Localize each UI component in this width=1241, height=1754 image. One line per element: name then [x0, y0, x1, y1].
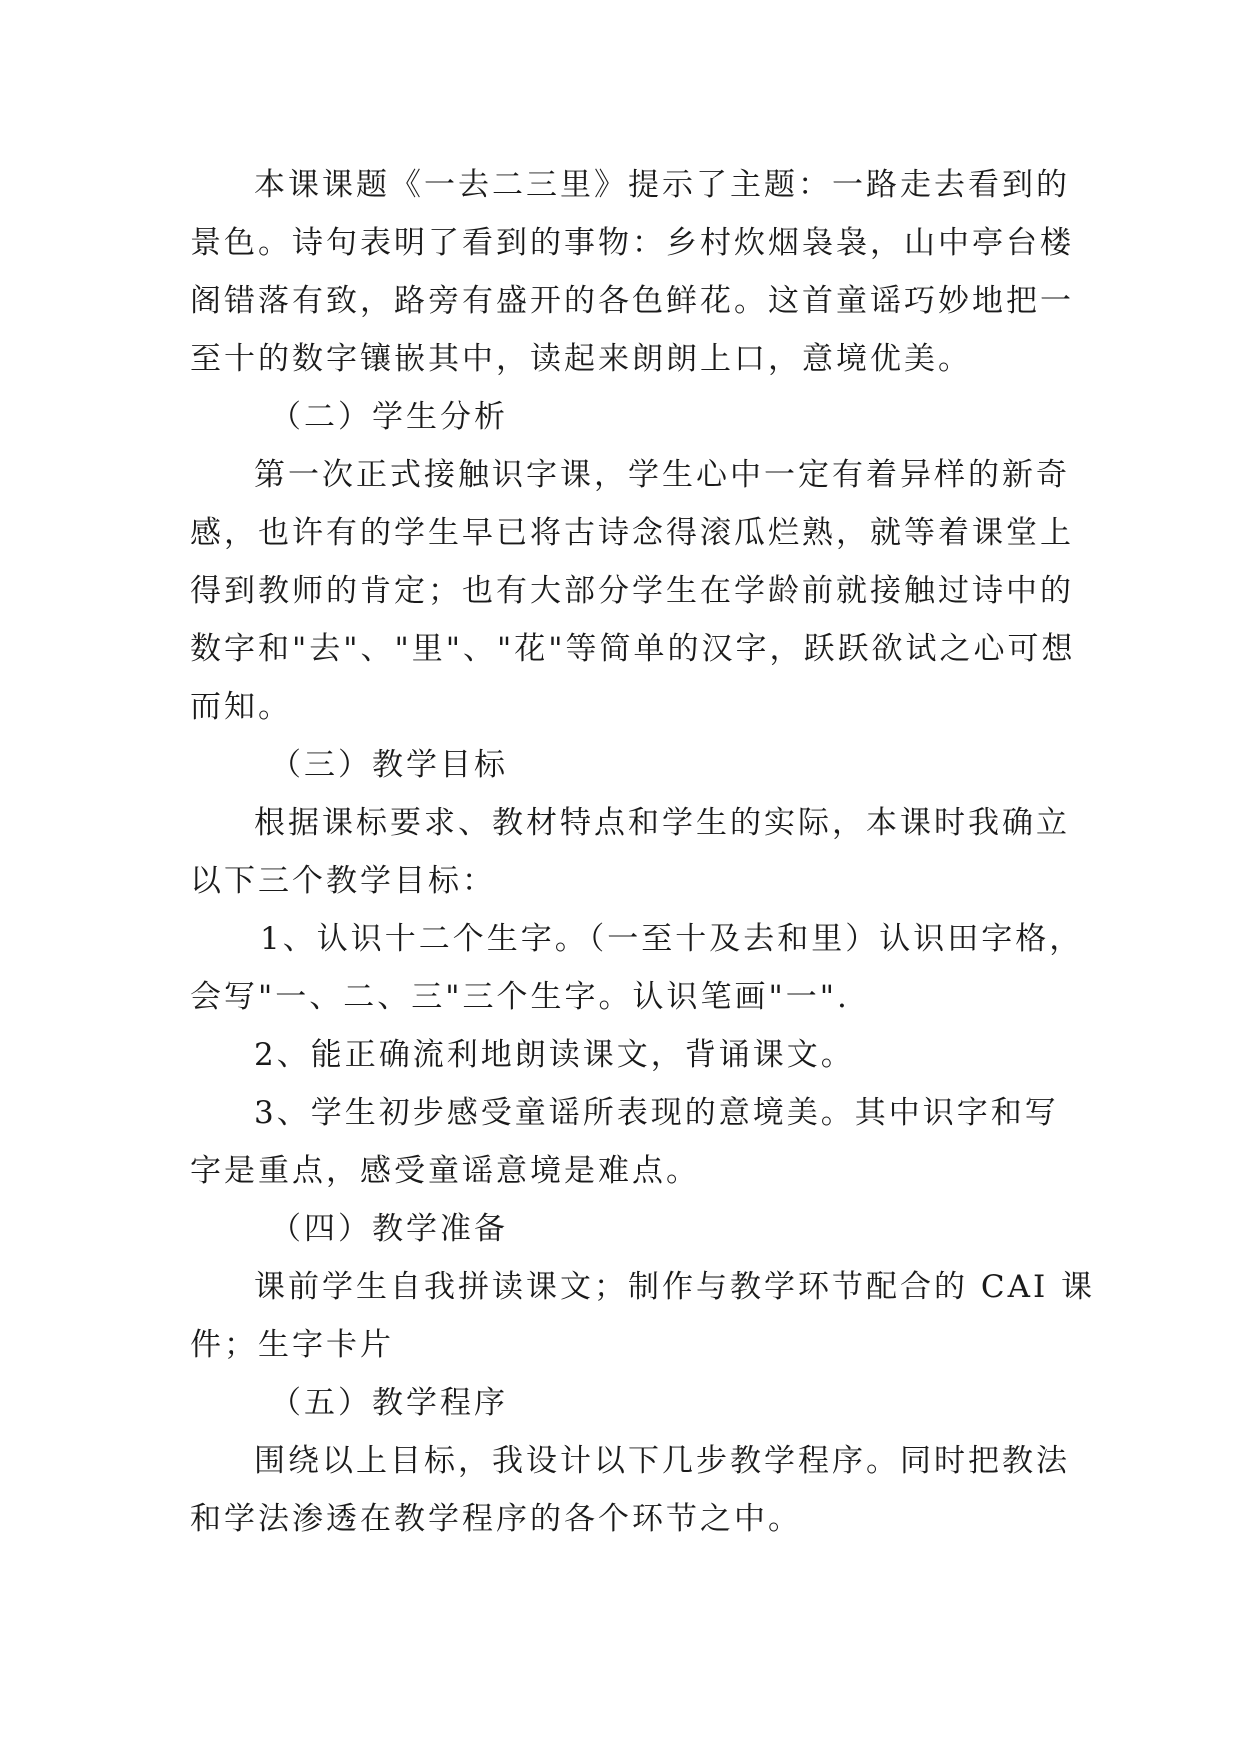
- paragraph-line: 课前学生自我拼读课文；制作与教学环节配合的 CAI 课: [254, 1269, 1096, 1305]
- section-heading: （五）教学程序: [270, 1385, 508, 1421]
- paragraph-line: 景色。诗句表明了看到的事物：乡村炊烟袅袅，山中亭台楼: [190, 225, 1074, 261]
- document-body: [190, 156, 1096, 1548]
- list-item: 1、认识十二个生字。（一至十及去和里）认识田字格，: [260, 921, 1084, 957]
- list-item: 2、能正确流利地朗读课文，背诵课文。: [254, 1037, 855, 1073]
- paragraph-line: 数字和"去"、"里"、"花"等简单的汉字，跃跃欲试之心可想: [190, 631, 1076, 667]
- paragraph-line: 围绕以上目标，我设计以下几步教学程序。同时把教法: [254, 1443, 1070, 1479]
- paragraph-line: 感，也许有的学生早已将古诗念得滚瓜烂熟，就等着课堂上: [190, 515, 1074, 551]
- section-heading: （四）教学准备: [270, 1211, 508, 1247]
- paragraph-line: 阁错落有致，路旁有盛开的各色鲜花。这首童谣巧妙地把一: [190, 283, 1074, 319]
- paragraph-line: 会写"一、二、三"三个生字。认识笔画"一".: [190, 979, 850, 1015]
- paragraph-line: 至十的数字镶嵌其中，读起来朗朗上口，意境优美。: [190, 341, 972, 377]
- section-heading: （三）教学目标: [270, 747, 508, 783]
- paragraph-line: 而知。: [190, 689, 292, 725]
- list-item: 3、学生初步感受童谣所表现的意境美。其中识字和写: [254, 1095, 1059, 1131]
- paragraph-line: 第一次正式接触识字课，学生心中一定有着异样的新奇: [254, 457, 1070, 493]
- paragraph-line: 根据课标要求、教材特点和学生的实际，本课时我确立: [254, 805, 1070, 841]
- paragraph-line: 和学法渗透在教学程序的各个环节之中。: [190, 1501, 802, 1537]
- paragraph-line: 字是重点，感受童谣意境是难点。: [190, 1153, 700, 1189]
- paragraph-line: 以下三个教学目标：: [190, 863, 496, 899]
- paragraph-line: 件；生字卡片: [190, 1327, 394, 1363]
- paragraph-line: 本课课题《一去二三里》提示了主题：一路走去看到的: [254, 167, 1070, 203]
- section-heading: （二）学生分析: [270, 399, 508, 435]
- paragraph-line: 得到教师的肯定；也有大部分学生在学龄前就接触过诗中的: [190, 573, 1074, 609]
